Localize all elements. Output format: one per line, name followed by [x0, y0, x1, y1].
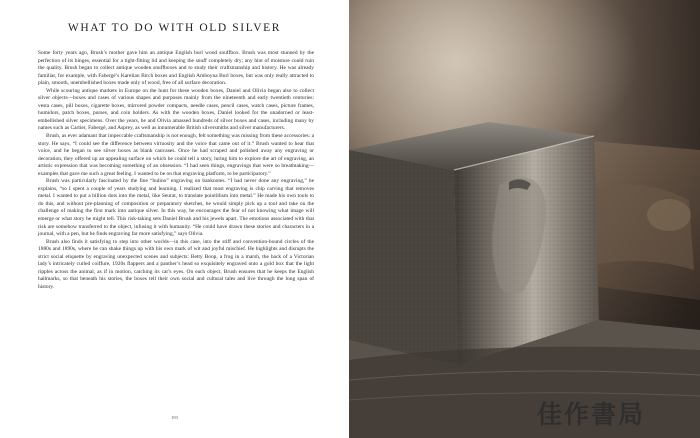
paragraph: Brush, as ever adamant that impeccable craftsmanship is not enough, felt something was missing from these accessories: a story. He says, “I could see the difference between virtuosity and the voice that came out of it.” Brush wanted to hear that voice, and he began to see silver boxes as blank canvases. Once he had scraped and polished away any engraving or decoration, they offered up an appealing surface on which he could tell a story, luring him to explore the art of engraving, an artistic expression that was becoming something of an obsession. “I had seen things, engravings that were so breathtaking—examples that gave me such a great feeling. I wanted to be on that engraving platform, to be participatory.”: [38, 133, 314, 177]
body-text: [38, 50, 314, 292]
silver-box-illustration: [349, 0, 700, 438]
left-page: [0, 0, 349, 438]
watermark: 佳作書局: [537, 400, 646, 429]
silver-box-photo: [349, 0, 700, 438]
paragraph: Brush also finds it satisfying to step into other worlds—in this case, into the stiff and convention-bound circles of the 1880s and 1890s, where he can shake things up with his own mark of wit and joyful mischief. He highlights and disrupts the strict social etiquette by engraving unexpected scenes and subjects: Betty Boop, a frog in a marsh, the back of a Victorian lady’s intricately curled coiffure, 1920s flappers and a panther’s head so exquisitely engraved onto a gold box that the light ripples across the animal, as if in motion, catching its cat’s eyes. On each object, Brush ensures that he keeps the English hallmarks, so that beneath his stories, the boxes tell their own social and cultural tales and live through the long span of history.: [38, 238, 314, 290]
paragraph: Brush was particularly fascinated by the fine “bulino” engraving on banknotes. “I had never done any engraving,” he explains, “so I spent a couple of years studying and learning. I realized that most engraving is chip carving that removes metal. I wanted to put a billion dots into the metal, like Seurat, to translate pointillism into metal.” He made his own tools to do this, and without pre-planning of composition or preparatory sketches, he would simply pick up a tool and take on the challenge of making the first mark into antique silver. In this way, he encourages the fear of not knowing what image will emerge or what story he might tell. This risk-taking sets Daniel Brush and his jewels apart. The emotions associated with that risk are somehow transferred to the object, infusing it with humanity. “He could have drawn these stories and characters in a journal, with a pen, but he finds engraving far more satisfying,” says Olivia.: [38, 178, 314, 238]
page-number: 193: [171, 415, 178, 420]
paragraph: Some forty years ago, Brush’s mother gave him an antique English burl wood snuffbox. Brush was most stunned by the perfection of its hinges, essential for a tight-fitting lid and keeping the snuff completely dry; any hint of moisture could ruin the quality. Brush began to collect antique wooden snuffboxes and to study their craftsmanship and history. He was already familiar, for example, with Fabergé’s Karelian Birch boxes and English Amboyna Burl boxes, but was only really attracted to plain, smooth, unembellished boxes made only of wood, free of all surface decoration.: [38, 50, 314, 87]
paragraph: While scouring antique markets in Europe on the hunt for these wooden boxes, Daniel and Olivia began also to collect silver objects—boxes and cases of various shapes and purposes mainly from the nineteenth and early twentieth centuries: vesta cases, pill boxes, cigarette boxes, mirrored powder compacts, needle cases, pencil cases, watch cases, picture frames, humidors, patch boxes, purses, and coin holders. As with the wooden boxes, Daniel looked for the unadorned or least-embellished silver specimens. Over the years, he and Olivia amassed hundreds of silver boxes and cases, including many by names such as Cartier, Fabergé, and Asprey, as well as innumerable British silversmiths and silver manufacturers.: [38, 87, 314, 132]
page-title: WHAT TO DO WITH OLD SILVER: [67, 22, 282, 34]
